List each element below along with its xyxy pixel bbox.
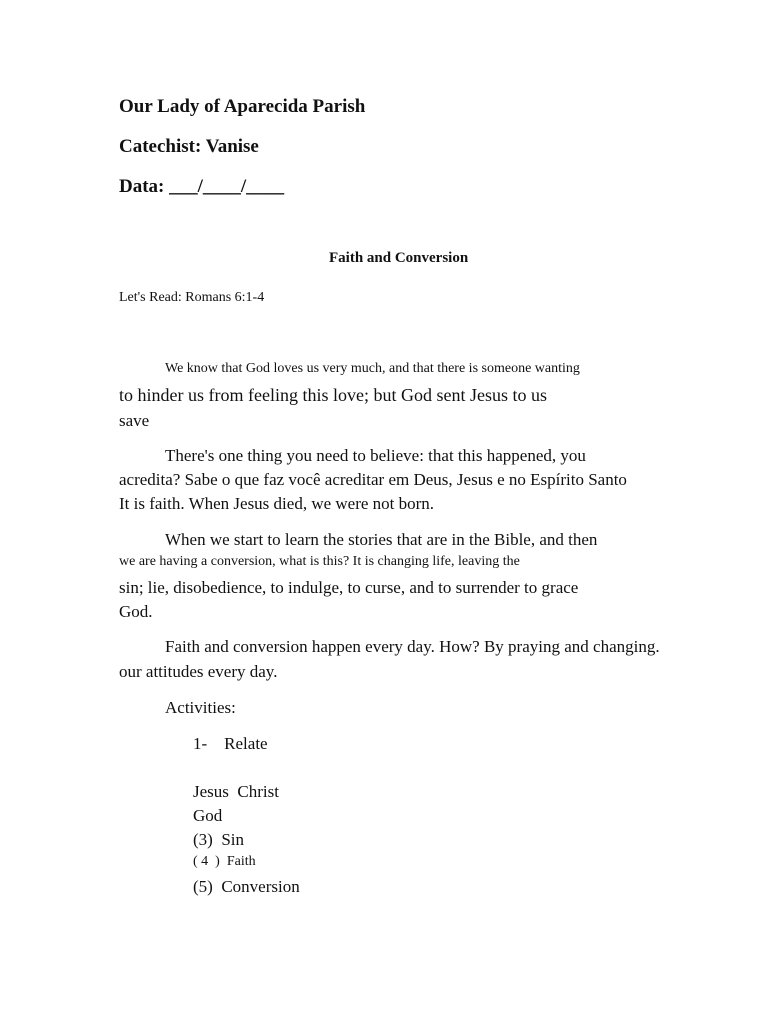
lesson-title: Faith and Conversion	[329, 250, 469, 266]
list-item: God	[193, 806, 223, 825]
list-item: ( 4 ) Faith	[193, 854, 256, 869]
paragraph-3-line-1: When we start to learn the stories that are in the Bible, and then	[165, 530, 598, 549]
list-item: Jesus Christ	[193, 782, 279, 801]
paragraph-2-line-2: acredita? Sabe o que faz você acreditar em Deus, Jesus e no Espírito Santo	[119, 470, 627, 489]
reading-reference: Let's Read: Romans 6:1-4	[119, 290, 265, 305]
paragraph-4-line-2: our attitudes every day.	[119, 662, 278, 681]
paragraph-2-line-3: It is faith. When Jesus died, we were not born.	[119, 494, 435, 513]
activity-item-1: 1- Relate	[193, 734, 268, 753]
date-field: Data: ___/____/____	[119, 176, 285, 197]
list-item: (5) Conversion	[193, 877, 300, 896]
activities-label: Activities:	[165, 698, 236, 717]
paragraph-4-line-1: Faith and conversion happen every day. How? By praying and changing.	[165, 637, 660, 656]
paragraph-1-line-1: We know that God loves us very much, and that there is someone wanting	[165, 361, 580, 376]
parish-name: Our Lady of Aparecida Parish	[119, 96, 366, 117]
catechist-name: Catechist: Vanise	[119, 136, 259, 157]
paragraph-1-line-3: save	[119, 411, 150, 430]
paragraph-3-line-4: God.	[119, 602, 153, 621]
paragraph-3-line-3: sin; lie, disobedience, to indulge, to curse, and to surrender to grace	[119, 578, 579, 597]
paragraph-3-line-2: we are having a conversion, what is this? It is changing life, leaving the	[119, 554, 520, 569]
paragraph-2-line-1: There's one thing you need to believe: that this happened, you	[165, 446, 586, 465]
list-item: (3) Sin	[193, 830, 244, 849]
paragraph-1-line-2: to hinder us from feeling this love; but God sent Jesus to us	[119, 385, 547, 405]
